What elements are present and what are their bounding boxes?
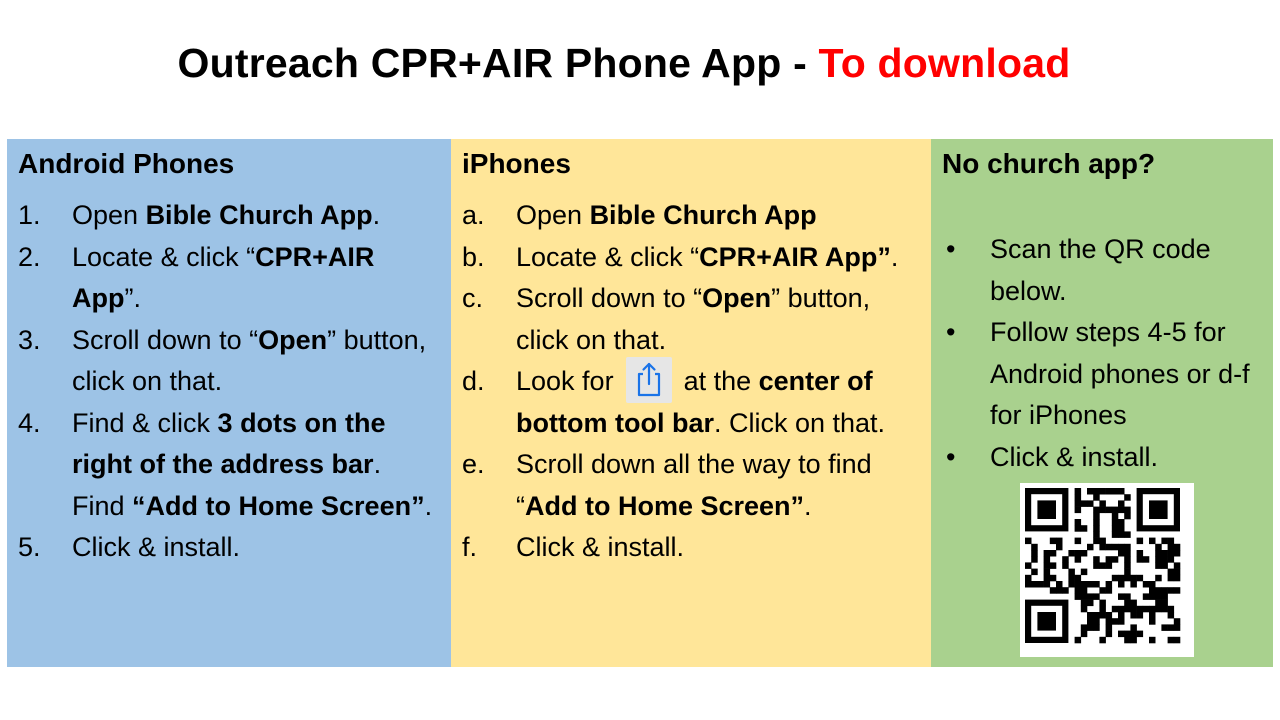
android-column [7, 139, 451, 667]
iphone-step-c [462, 278, 923, 361]
bullet-icon: • [946, 234, 956, 264]
step-marker: 5. [18, 532, 41, 562]
step-marker: e. [462, 449, 485, 480]
android-step-3 [18, 320, 441, 403]
step-marker: c. [462, 283, 484, 313]
bullet-item [942, 229, 1265, 312]
step-text: Scroll down all the way to find “Add to Home Screen”. [516, 449, 872, 521]
android-step-2 [18, 237, 441, 320]
iphone-step-e [462, 444, 923, 527]
step-marker: 4. [18, 407, 41, 438]
step-marker: 2. [18, 241, 41, 272]
step-text: Open Bible Church App [516, 200, 817, 230]
bullet-item [942, 437, 1265, 479]
step-marker: b. [462, 241, 485, 272]
android-heading: Android Phones [18, 148, 235, 179]
step-text: Scroll down to “Open” button, click on that. [72, 324, 427, 396]
iphone-step-a [462, 195, 923, 237]
bullet-text: Follow steps 4-5 for Android phones or d-f for iPhones [990, 317, 1250, 430]
android-step-4 [18, 403, 441, 528]
no-church-app-column [931, 139, 1273, 667]
step-marker: 3. [18, 324, 41, 355]
no-church-bullets [942, 229, 1265, 478]
instructions-table [7, 139, 1273, 667]
step-text: Click & install. [516, 532, 685, 563]
no-church-heading: No church app? [942, 148, 1156, 179]
step-marker: f. [462, 532, 478, 563]
title-main: Outreach CPR+AIR Phone App - [177, 40, 819, 86]
step-text: Find & click 3 dots on the right of the address bar. Find “Add to Home Screen”. [72, 407, 433, 521]
step-marker: d. [462, 366, 485, 396]
android-step-1 [18, 195, 441, 237]
page-title [0, 40, 1248, 87]
qr-code-icon[interactable] [1020, 483, 1194, 657]
step-text: Open Bible Church App. [72, 200, 381, 230]
iphone-step-b [462, 237, 923, 279]
step-marker: 1. [18, 200, 41, 230]
qr-code-graphic [1020, 483, 1194, 657]
step-marker: a. [462, 200, 485, 230]
share-icon [626, 357, 672, 403]
title-highlight: To download [818, 40, 1071, 86]
android-steps [18, 195, 441, 569]
android-step-5 [18, 527, 441, 569]
bullet-icon: • [946, 441, 956, 472]
step-text: Locate & click “CPR+AIR App”. [72, 241, 375, 313]
bullet-text: Click & install. [990, 441, 1159, 472]
step-text: Locate & click “CPR+AIR App”. [516, 241, 899, 272]
iphone-step-f [462, 527, 923, 569]
bullet-item [942, 312, 1265, 437]
iphone-column [451, 139, 931, 667]
iphone-step-d [462, 361, 923, 444]
iphone-heading: iPhones [462, 148, 571, 179]
iphone-steps [462, 195, 923, 569]
step-text: Scroll down to “Open” button, click on that. [516, 283, 871, 355]
step-text: Look for at the center of bottom tool bar. Click on that. [516, 361, 923, 444]
bullet-icon: • [946, 317, 956, 347]
step-text: Click & install. [72, 532, 241, 562]
bullet-text: Scan the QR code below. [990, 234, 1211, 306]
